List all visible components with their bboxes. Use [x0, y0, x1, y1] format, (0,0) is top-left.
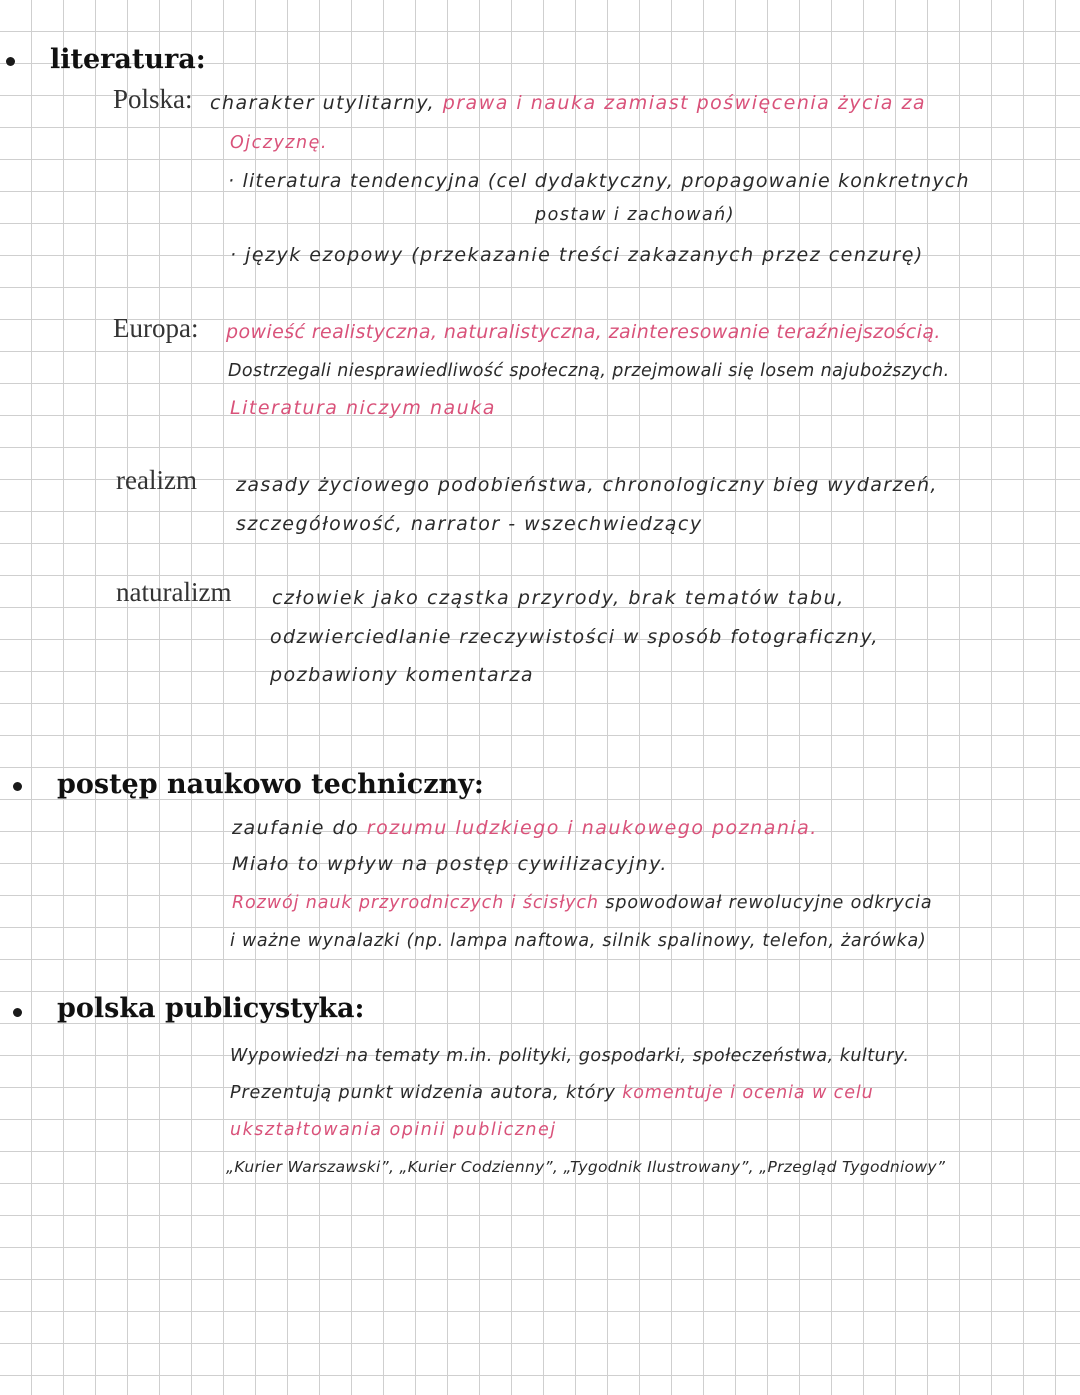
europa-line2: Dostrzegali niesprawiedliwość społeczną, przejmowali się losem najuboższych.	[228, 361, 950, 381]
postep-line1-pink: rozumu ludzkiego i naukowego poznania.	[366, 817, 818, 839]
bullet-literatura	[6, 57, 15, 66]
realizm-line2: szczegółowość, narrator - wszechwiedzący	[236, 513, 703, 535]
polska-line5: · język ezopowy (przekazanie treści zakazanych przez cenzurę)	[230, 244, 924, 266]
postep-line4: i ważne wynalazki (np. lampa naftowa, silnik spalinowy, telefon, żarówka)	[230, 931, 927, 951]
publicystyka-line1: Wypowiedzi na tematy m.in. polityki, gospodarki, społeczeństwa, kultury.	[230, 1046, 910, 1066]
publicystyka-line3: ukształtowania opinii publicznej	[230, 1120, 557, 1140]
heading-postep: postęp naukowo techniczny:	[57, 769, 484, 800]
polska-line2: Ojczyznę.	[230, 133, 328, 153]
label-naturalizm: naturalizm	[116, 577, 232, 607]
label-realizm: realizm	[116, 465, 197, 495]
naturalizm-line3: pozbawiony komentarza	[270, 664, 535, 686]
publicystyka-line2-dark: Prezentują punkt widzenia autora, który	[230, 1083, 616, 1103]
label-europa: Europa:	[113, 313, 199, 343]
polska-line1-dark: charakter utylitarny,	[210, 92, 436, 114]
naturalizm-line1: człowiek jako cząstka przyrody, brak tematów tabu,	[272, 587, 845, 609]
polska-line1-pink: prawa i nauka zamiast poświęcenia życia za	[442, 92, 927, 114]
heading-literatura: literatura:	[50, 44, 206, 75]
realizm-line1: zasady życiowego podobieństwa, chronologiczny bieg wydarzeń,	[236, 474, 938, 496]
postep-line2: Miało to wpływ na postęp cywilizacyjny.	[232, 853, 668, 875]
publicystyka-line2-pink: komentuje i ocenia w celu	[622, 1083, 874, 1103]
postep-line1-dark: zaufanie do	[232, 817, 360, 839]
polska-line4: postaw i zachowań)	[535, 205, 736, 225]
polska-line1	[210, 92, 926, 114]
postep-line3	[232, 893, 933, 913]
postep-line3-dark: spowodował rewolucyjne odkrycia	[605, 893, 933, 913]
publicystyka-line2	[230, 1083, 874, 1103]
bullet-publicystyka	[13, 1008, 22, 1017]
publicystyka-line4: „Kurier Warszawski”, „Kurier Codzienny”, „Tygodnik Ilustrowany”, „Przegląd Tygodniowy”	[226, 1158, 946, 1176]
heading-publicystyka: polska publicystyka:	[57, 993, 365, 1024]
postep-line1	[232, 817, 818, 839]
postep-line3-pink: Rozwój nauk przyrodniczych i ścisłych	[232, 893, 599, 913]
bullet-postep	[13, 782, 22, 791]
europa-line3: Literatura niczym nauka	[230, 397, 496, 419]
polska-line3: · literatura tendencyjna (cel dydaktyczny, propagowanie konkretnych	[228, 170, 970, 192]
naturalizm-line2: odzwierciedlanie rzeczywistości w sposób fotograficzny,	[270, 626, 879, 648]
label-polska: Polska:	[113, 84, 193, 114]
europa-line1: powieść realistyczna, naturalistyczna, zainteresowanie teraźniejszością.	[226, 321, 941, 343]
